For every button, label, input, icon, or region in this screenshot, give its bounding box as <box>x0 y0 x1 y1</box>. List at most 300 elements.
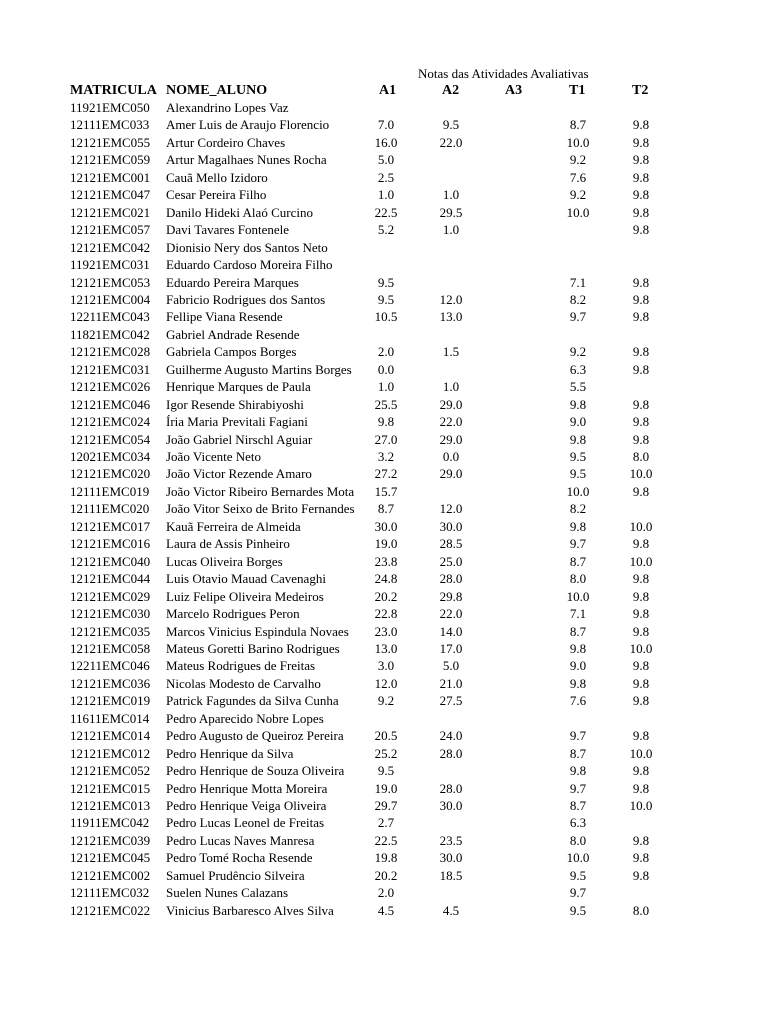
cell-nome-aluno: João Vicente Neto <box>166 449 262 464</box>
cell-a2: 14.0 <box>439 623 463 639</box>
cell-t2: 9.8 <box>632 832 650 848</box>
cell-a1: 19.0 <box>374 536 398 552</box>
table-row <box>0 378 768 396</box>
cell-a2: 0.0 <box>442 449 460 464</box>
cell-a1: 2.5 <box>377 169 395 185</box>
cell-nome-aluno: Lucas Oliveira Borges <box>166 553 283 569</box>
cell-a2: 28.0 <box>439 780 463 796</box>
cell-nome-aluno: Artur Cordeiro Chaves <box>166 134 286 150</box>
cell-a2: 30.0 <box>439 518 463 534</box>
cell-a1: 20.2 <box>374 867 398 883</box>
cell-a2: 1.5 <box>442 344 460 360</box>
table-row <box>0 849 768 867</box>
cell-matricula: 12121EMC035 <box>70 623 151 639</box>
cell-a1: 25.5 <box>374 396 398 412</box>
cell-matricula: 12121EMC047 <box>70 187 151 203</box>
table-row <box>0 605 768 623</box>
cell-matricula: 12111EMC019 <box>70 483 150 499</box>
cell-nome-aluno: Pedro Henrique Veiga Oliveira <box>166 798 327 813</box>
cell-a2: 29.5 <box>439 204 463 220</box>
table-row <box>0 256 768 274</box>
table-row <box>0 326 768 344</box>
cell-a1: 2.0 <box>377 344 395 360</box>
table-row <box>0 221 768 239</box>
cell-a2: 21.0 <box>439 675 463 691</box>
cell-matricula: 12121EMC044 <box>70 571 151 587</box>
cell-a1: 19.8 <box>374 850 398 866</box>
cell-a2: 30.0 <box>439 798 463 813</box>
cell-a1: 9.2 <box>377 693 395 709</box>
cell-t2: 9.8 <box>632 571 650 587</box>
cell-a2: 29.8 <box>439 588 463 604</box>
cell-a1: 10.5 <box>374 309 398 325</box>
table-caption: Notas das Atividades Avaliativas <box>418 66 589 81</box>
cell-nome-aluno: Gabriel Andrade Resende <box>166 326 300 342</box>
cell-matricula: 12211EMC043 <box>70 309 150 325</box>
cell-matricula: 12121EMC029 <box>70 588 151 604</box>
table-row <box>0 710 768 728</box>
cell-matricula: 12111EMC020 <box>70 501 150 517</box>
cell-matricula: 12121EMC039 <box>70 832 151 848</box>
cell-t1: 8.7 <box>569 117 587 133</box>
cell-t1: 7.1 <box>569 606 587 622</box>
cell-a1: 27.2 <box>374 466 398 482</box>
cell-matricula: 12121EMC053 <box>70 274 151 290</box>
cell-matricula: 12121EMC031 <box>70 361 151 377</box>
cell-t1: 9.8 <box>569 640 587 656</box>
cell-nome-aluno: Pedro Aparecido Nobre Lopes <box>166 710 324 726</box>
cell-t1: 7.6 <box>569 169 587 185</box>
cell-nome-aluno: Pedro Lucas Leonel de Freitas <box>166 815 325 831</box>
table-row <box>0 186 768 204</box>
cell-a1: 3.0 <box>377 658 395 674</box>
cell-a1: 2.0 <box>377 885 395 901</box>
cell-a1: 4.5 <box>377 902 395 918</box>
cell-a1: 23.0 <box>374 623 398 639</box>
cell-a2: 22.0 <box>439 606 463 622</box>
cell-a1: 0.0 <box>377 361 395 377</box>
cell-t2: 9.8 <box>632 780 650 796</box>
cell-nome-aluno: Íria Maria Previtali Fagiani <box>166 414 308 430</box>
cell-t1: 9.8 <box>569 675 587 691</box>
table-row <box>0 204 768 222</box>
table-row <box>0 239 768 257</box>
cell-t1: 9.0 <box>569 414 587 430</box>
table-row <box>0 657 768 675</box>
cell-matricula: 12121EMC036 <box>70 675 151 691</box>
cell-nome-aluno: Eduardo Pereira Marques <box>166 274 299 290</box>
cell-a1: 3.2 <box>377 449 395 464</box>
cell-matricula: 12121EMC012 <box>70 745 151 761</box>
cell-a1: 23.8 <box>374 553 398 569</box>
table-row <box>0 535 768 553</box>
cell-t2: 9.8 <box>632 658 650 674</box>
cell-nome-aluno: Kauã Ferreira de Almeida <box>166 518 301 534</box>
cell-a1: 5.0 <box>377 152 395 168</box>
cell-t1: 9.8 <box>569 763 587 779</box>
cell-t2: 9.8 <box>632 291 650 307</box>
cell-nome-aluno: João Vitor Seixo de Brito Fernandes <box>166 501 355 517</box>
cell-t1: 8.0 <box>569 571 587 587</box>
cell-t1: 7.6 <box>569 693 587 709</box>
cell-a2: 28.0 <box>439 571 463 587</box>
cell-t2: 9.8 <box>632 536 650 552</box>
cell-a2: 28.5 <box>439 536 463 552</box>
cell-a2: 1.0 <box>442 187 460 203</box>
cell-matricula: 11611EMC014 <box>70 710 150 726</box>
cell-matricula: 12121EMC058 <box>70 640 151 656</box>
cell-matricula: 12121EMC014 <box>70 728 151 744</box>
cell-t1: 9.7 <box>569 885 587 901</box>
table-row <box>0 762 768 780</box>
cell-a1: 2.7 <box>377 815 395 831</box>
cell-matricula: 12121EMC020 <box>70 466 151 482</box>
cell-a2: 9.5 <box>442 117 460 133</box>
cell-a2: 12.0 <box>439 501 463 517</box>
cell-t1: 9.2 <box>569 152 587 168</box>
cell-a1: 7.0 <box>377 117 395 133</box>
cell-nome-aluno: João Victor Rezende Amaro <box>166 466 312 482</box>
cell-a2: 24.0 <box>439 728 463 744</box>
cell-t1: 9.8 <box>569 396 587 412</box>
cell-a1: 22.5 <box>374 832 398 848</box>
table-row <box>0 343 768 361</box>
cell-matricula: 12111EMC033 <box>70 117 150 133</box>
table-row <box>0 291 768 309</box>
table-row <box>0 797 768 815</box>
cell-t2: 9.8 <box>632 606 650 622</box>
table-row <box>0 396 768 414</box>
cell-nome-aluno: Mateus Rodrigues de Freitas <box>166 658 316 674</box>
cell-matricula: 12121EMC026 <box>70 379 151 395</box>
cell-t2: 9.8 <box>632 693 650 709</box>
cell-nome-aluno: Pedro Henrique de Souza Oliveira <box>166 763 345 779</box>
cell-a1: 25.2 <box>374 745 398 761</box>
cell-a1: 15.7 <box>374 483 398 499</box>
cell-t1: 7.1 <box>569 274 587 290</box>
cell-t2: 10.0 <box>629 518 653 534</box>
cell-matricula: 12121EMC046 <box>70 396 151 412</box>
table-row <box>0 902 768 920</box>
cell-matricula: 12121EMC002 <box>70 867 151 883</box>
table-row <box>0 570 768 588</box>
cell-a2: 13.0 <box>439 309 463 325</box>
table-row <box>0 623 768 641</box>
cell-t2: 9.8 <box>632 222 650 238</box>
cell-nome-aluno: Marcelo Rodrigues Peron <box>166 606 300 622</box>
cell-a1: 22.8 <box>374 606 398 622</box>
cell-matricula: 12121EMC052 <box>70 763 151 779</box>
cell-nome-aluno: Davi Tavares Fontenele <box>166 222 290 238</box>
cell-t2: 9.8 <box>632 274 650 290</box>
table-row <box>0 116 768 134</box>
table-row <box>0 308 768 326</box>
cell-t2: 10.0 <box>629 745 653 761</box>
table-row <box>0 274 768 292</box>
cell-t1: 9.7 <box>569 780 587 796</box>
cell-nome-aluno: Gabriela Campos Borges <box>166 344 297 360</box>
cell-t1: 9.5 <box>569 867 587 883</box>
table-row <box>0 814 768 832</box>
cell-nome-aluno: Pedro Augusto de Queiroz Pereira <box>166 728 344 744</box>
cell-matricula: 12121EMC042 <box>70 239 151 255</box>
cell-a1: 8.7 <box>377 501 395 517</box>
cell-matricula: 12121EMC015 <box>70 780 151 796</box>
cell-a2: 27.5 <box>439 693 463 709</box>
cell-matricula: 12121EMC054 <box>70 431 151 447</box>
cell-nome-aluno: Marcos Vinicius Espindula Novaes <box>166 623 349 639</box>
header-a2: A2 <box>442 83 460 98</box>
cell-t1: 6.3 <box>569 361 587 377</box>
cell-a2: 29.0 <box>439 431 463 447</box>
cell-t2: 9.8 <box>632 675 650 691</box>
cell-a1: 22.5 <box>374 204 398 220</box>
table-row <box>0 448 768 466</box>
cell-nome-aluno: Eduardo Cardoso Moreira Filho <box>166 257 333 273</box>
cell-t2: 10.0 <box>629 553 653 569</box>
cell-t1: 9.5 <box>569 902 587 918</box>
cell-a2: 25.0 <box>439 553 463 569</box>
cell-a2: 1.0 <box>442 222 460 238</box>
cell-matricula: 12121EMC055 <box>70 134 151 150</box>
cell-a2: 22.0 <box>439 414 463 430</box>
header-a3: A3 <box>505 83 523 98</box>
cell-a1: 9.5 <box>377 291 395 307</box>
cell-a1: 29.7 <box>374 798 398 813</box>
cell-t2: 8.0 <box>632 902 650 918</box>
cell-a1: 30.0 <box>374 518 398 534</box>
cell-t2: 9.8 <box>632 396 650 412</box>
cell-nome-aluno: Pedro Henrique da Silva <box>166 745 294 761</box>
cell-t1: 9.2 <box>569 187 587 203</box>
cell-t1: 9.8 <box>569 518 587 534</box>
table-row <box>0 780 768 798</box>
table-row <box>0 640 768 658</box>
cell-nome-aluno: Samuel Prudêncio Silveira <box>166 867 305 883</box>
cell-a1: 20.2 <box>374 588 398 604</box>
cell-a2: 4.5 <box>442 902 460 918</box>
table-row <box>0 413 768 431</box>
cell-t1: 10.0 <box>566 850 590 866</box>
cell-t2: 9.8 <box>632 134 650 150</box>
cell-matricula: 12121EMC028 <box>70 344 151 360</box>
table-row <box>0 465 768 483</box>
cell-a1: 27.0 <box>374 431 398 447</box>
cell-t2: 9.8 <box>632 850 650 866</box>
cell-nome-aluno: Igor Resende Shirabiyoshi <box>166 396 304 412</box>
cell-matricula: 12121EMC024 <box>70 414 151 430</box>
cell-nome-aluno: Cesar Pereira Filho <box>166 187 267 203</box>
cell-t2: 9.8 <box>632 344 650 360</box>
cell-t2: 9.8 <box>632 117 650 133</box>
cell-t2: 9.8 <box>632 309 650 325</box>
cell-a2: 29.0 <box>439 396 463 412</box>
cell-nome-aluno: Patrick Fagundes da Silva Cunha <box>166 693 339 709</box>
header-matricula: MATRICULA <box>70 83 157 98</box>
table-row <box>0 361 768 379</box>
cell-nome-aluno: Suelen Nunes Calazans <box>166 885 289 901</box>
table-row <box>0 727 768 745</box>
header-a1: A1 <box>379 83 397 98</box>
cell-nome-aluno: Fellipe Viana Resende <box>166 309 283 325</box>
header-t1: T1 <box>569 83 586 98</box>
cell-t1: 9.2 <box>569 344 587 360</box>
cell-t1: 9.5 <box>569 449 587 464</box>
cell-t1: 10.0 <box>566 134 590 150</box>
cell-t1: 10.0 <box>566 204 590 220</box>
cell-t1: 9.7 <box>569 309 587 325</box>
cell-nome-aluno: Guilherme Augusto Martins Borges <box>166 361 352 377</box>
cell-matricula: 12121EMC017 <box>70 518 151 534</box>
cell-a2: 28.0 <box>439 745 463 761</box>
cell-a1: 20.5 <box>374 728 398 744</box>
cell-t1: 9.7 <box>569 728 587 744</box>
cell-matricula: 12121EMC021 <box>70 204 151 220</box>
cell-nome-aluno: Amer Luis de Araujo Florencio <box>166 117 330 133</box>
cell-matricula: 11821EMC042 <box>70 326 150 342</box>
cell-a1: 9.5 <box>377 274 395 290</box>
cell-a1: 5.2 <box>377 222 395 238</box>
table-row <box>0 483 768 501</box>
cell-t2: 9.8 <box>632 623 650 639</box>
table-row <box>0 745 768 763</box>
cell-a2: 12.0 <box>439 291 463 307</box>
cell-t1: 9.0 <box>569 658 587 674</box>
cell-nome-aluno: Danilo Hideki Alaó Curcino <box>166 204 313 220</box>
table-row <box>0 675 768 693</box>
header-t2: T2 <box>632 83 649 98</box>
cell-t1: 9.7 <box>569 536 587 552</box>
table-row <box>0 134 768 152</box>
cell-t2: 10.0 <box>629 798 653 813</box>
cell-nome-aluno: Henrique Marques de Paula <box>166 379 311 395</box>
cell-t1: 8.7 <box>569 745 587 761</box>
table-row <box>0 884 768 902</box>
cell-a1: 19.0 <box>374 780 398 796</box>
cell-a1: 12.0 <box>374 675 398 691</box>
cell-t2: 8.0 <box>632 449 650 464</box>
cell-matricula: 12111EMC032 <box>70 885 150 901</box>
cell-t2: 9.8 <box>632 728 650 744</box>
cell-nome-aluno: Luiz Felipe Oliveira Medeiros <box>166 588 324 604</box>
cell-t1: 8.0 <box>569 832 587 848</box>
cell-matricula: 12121EMC040 <box>70 553 151 569</box>
cell-t2: 10.0 <box>629 640 653 656</box>
cell-t2: 9.8 <box>632 763 650 779</box>
cell-t2: 10.0 <box>629 466 653 482</box>
cell-t2: 9.8 <box>632 169 650 185</box>
cell-a2: 1.0 <box>442 379 460 395</box>
table-row <box>0 169 768 187</box>
cell-a2: 18.5 <box>439 867 463 883</box>
cell-nome-aluno: Pedro Henrique Motta Moreira <box>166 780 328 796</box>
cell-t2: 9.8 <box>632 867 650 883</box>
cell-matricula: 12121EMC022 <box>70 902 151 918</box>
table-row <box>0 99 768 117</box>
table-row <box>0 588 768 606</box>
cell-matricula: 12211EMC046 <box>70 658 150 674</box>
cell-matricula: 12121EMC004 <box>70 291 151 307</box>
cell-nome-aluno: Fabricio Rodrigues dos Santos <box>166 291 326 307</box>
cell-a1: 1.0 <box>377 187 395 203</box>
cell-t1: 6.3 <box>569 815 587 831</box>
table-row <box>0 518 768 536</box>
cell-matricula: 11921EMC050 <box>70 100 150 115</box>
cell-nome-aluno: Nicolas Modesto de Carvalho <box>166 675 321 691</box>
cell-t2: 9.8 <box>632 152 650 168</box>
cell-nome-aluno: Cauã Mello Izidoro <box>166 169 268 185</box>
table-row <box>0 151 768 169</box>
cell-matricula: 12121EMC013 <box>70 798 151 813</box>
cell-a1: 9.5 <box>377 763 395 779</box>
cell-nome-aluno: Dionisio Nery dos Santos Neto <box>166 239 328 255</box>
cell-matricula: 12121EMC016 <box>70 536 151 552</box>
cell-a2: 5.0 <box>442 658 460 674</box>
cell-matricula: 12121EMC057 <box>70 222 151 238</box>
table-row <box>0 500 768 518</box>
cell-t2: 9.8 <box>632 187 650 203</box>
cell-nome-aluno: Pedro Tomé Rocha Resende <box>166 850 313 866</box>
cell-t2: 9.8 <box>632 414 650 430</box>
cell-t1: 8.2 <box>569 501 587 517</box>
table-row <box>0 692 768 710</box>
cell-matricula: 11921EMC031 <box>70 257 150 273</box>
cell-nome-aluno: Pedro Lucas Naves Manresa <box>166 832 315 848</box>
cell-matricula: 12121EMC059 <box>70 152 151 168</box>
cell-matricula: 12121EMC019 <box>70 693 151 709</box>
cell-t2: 9.8 <box>632 361 650 377</box>
cell-matricula: 12121EMC030 <box>70 606 151 622</box>
cell-nome-aluno: João Victor Ribeiro Bernardes Mota <box>166 483 355 499</box>
cell-t2: 9.8 <box>632 588 650 604</box>
cell-t1: 10.0 <box>566 483 590 499</box>
header-nome-aluno: NOME_ALUNO <box>166 83 268 98</box>
cell-nome-aluno: João Gabriel Nirschl Aguiar <box>166 431 313 447</box>
cell-a2: 30.0 <box>439 850 463 866</box>
cell-t1: 8.7 <box>569 798 587 813</box>
cell-t2: 9.8 <box>632 204 650 220</box>
cell-matricula: 11911EMC042 <box>70 815 150 831</box>
cell-t1: 9.8 <box>569 431 587 447</box>
table-row <box>0 431 768 449</box>
cell-matricula: 12121EMC045 <box>70 850 151 866</box>
cell-nome-aluno: Mateus Goretti Barino Rodrigues <box>166 640 340 656</box>
cell-matricula: 12021EMC034 <box>70 449 151 464</box>
cell-t1: 8.2 <box>569 291 587 307</box>
cell-t2: 9.8 <box>632 483 650 499</box>
cell-a2: 23.5 <box>439 832 463 848</box>
cell-nome-aluno: Laura de Assis Pinheiro <box>166 536 290 552</box>
cell-a2: 22.0 <box>439 134 463 150</box>
cell-a1: 1.0 <box>377 379 395 395</box>
cell-nome-aluno: Luis Otavio Mauad Cavenaghi <box>166 571 326 587</box>
cell-t1: 5.5 <box>569 379 587 395</box>
cell-a2: 17.0 <box>439 640 463 656</box>
table-row <box>0 867 768 885</box>
cell-nome-aluno: Alexandrino Lopes Vaz <box>166 100 289 115</box>
cell-nome-aluno: Artur Magalhaes Nunes Rocha <box>166 152 327 168</box>
cell-a1: 16.0 <box>374 134 398 150</box>
cell-a1: 24.8 <box>374 571 398 587</box>
table-row <box>0 553 768 571</box>
table-row <box>0 832 768 850</box>
cell-t1: 10.0 <box>566 588 590 604</box>
cell-matricula: 12121EMC001 <box>70 169 151 185</box>
cell-a2: 29.0 <box>439 466 463 482</box>
cell-a1: 9.8 <box>377 414 395 430</box>
cell-nome-aluno: Vinicius Barbaresco Alves Silva <box>166 902 334 918</box>
cell-t2: 9.8 <box>632 431 650 447</box>
